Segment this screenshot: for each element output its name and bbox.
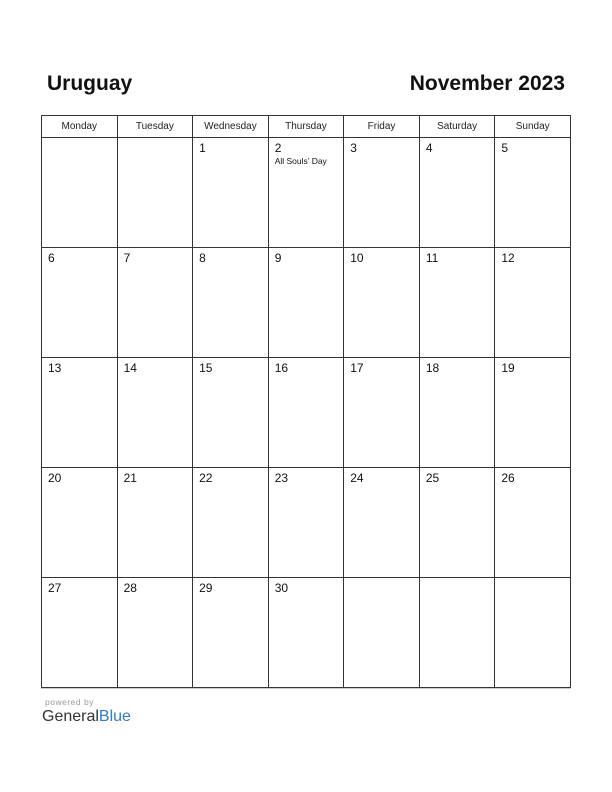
day-cell [117, 578, 193, 688]
day-number [344, 578, 419, 581]
weekday-header-sunday: Sunday [495, 116, 571, 138]
day-cell [495, 468, 571, 578]
day-number: 18 [425, 361, 440, 375]
day-cell [495, 248, 571, 358]
day-number: 14 [123, 361, 137, 375]
day-number: 24 [350, 471, 364, 485]
week-row [42, 138, 571, 248]
day-number [420, 578, 495, 581]
day-number: 13 [48, 361, 62, 375]
weekday-header-friday: Friday [344, 116, 420, 138]
day-cell [344, 578, 420, 688]
day-cell [193, 138, 269, 248]
weekday-header-wednesday: Wednesday [193, 116, 269, 138]
day-cell [193, 468, 269, 578]
day-number: 23 [274, 471, 289, 485]
day-number: 2 [274, 141, 282, 155]
day-cell [495, 578, 571, 688]
day-cell [419, 358, 495, 468]
day-cell [42, 468, 118, 578]
weekday-header-thursday: Thursday [268, 116, 344, 138]
day-cell [42, 358, 118, 468]
day-cell [344, 248, 420, 358]
day-number: 26 [501, 471, 515, 485]
day-number: 28 [123, 581, 137, 595]
day-cell [268, 138, 344, 248]
day-number: 5 [501, 141, 509, 155]
day-number: 4 [425, 141, 433, 155]
day-number: 20 [48, 471, 62, 485]
week-row [42, 358, 571, 468]
country-title: Uruguay [47, 72, 133, 95]
day-number: 29 [199, 581, 213, 595]
day-number: 15 [199, 361, 213, 375]
day-cell [268, 578, 344, 688]
holiday-label: All Souls’ Day [274, 156, 327, 166]
day-number: 27 [48, 581, 62, 595]
day-cell [344, 138, 420, 248]
day-number: 16 [274, 361, 289, 375]
day-number [118, 138, 193, 141]
day-number: 19 [501, 361, 515, 375]
day-cell [419, 468, 495, 578]
day-number [42, 138, 117, 141]
weekday-header-tuesday: Tuesday [117, 116, 193, 138]
day-cell [117, 248, 193, 358]
day-cell [117, 138, 193, 248]
day-cell [419, 248, 495, 358]
brand-blue-text: Blue [98, 708, 131, 725]
day-number: 1 [199, 141, 206, 155]
day-number: 8 [199, 251, 206, 265]
calendar-grid [41, 115, 571, 688]
month-year-title: November 2023 [409, 72, 565, 95]
day-number: 12 [501, 251, 515, 265]
day-cell [419, 138, 495, 248]
powered-by-text: powered by [45, 697, 94, 707]
brand-general-text: General [42, 708, 99, 725]
week-row [42, 468, 571, 578]
day-cell [495, 358, 571, 468]
day-cell [268, 468, 344, 578]
week-row [42, 578, 571, 688]
day-cell [344, 358, 420, 468]
day-number: 30 [274, 581, 289, 595]
day-number: 3 [350, 141, 357, 155]
footer-divider [41, 688, 571, 689]
day-cell [344, 468, 420, 578]
day-cell [419, 578, 495, 688]
day-cell [42, 138, 118, 248]
day-number: 9 [274, 251, 282, 265]
day-number: 7 [123, 251, 131, 265]
day-cell [495, 138, 571, 248]
day-cell [268, 248, 344, 358]
day-number: 11 [425, 251, 439, 265]
brand-logo[interactable] [42, 708, 131, 726]
day-cell [193, 358, 269, 468]
weekday-header-row [42, 116, 571, 138]
week-row [42, 248, 571, 358]
day-cell [193, 248, 269, 358]
day-cell [193, 578, 269, 688]
day-number: 17 [350, 361, 364, 375]
weekday-header-monday: Monday [42, 116, 118, 138]
day-cell [117, 468, 193, 578]
day-number: 25 [425, 471, 440, 485]
day-cell [117, 358, 193, 468]
day-number: 22 [199, 471, 213, 485]
day-number: 6 [48, 251, 55, 265]
weekday-header-saturday: Saturday [419, 116, 495, 138]
day-cell [42, 248, 118, 358]
day-cell [268, 358, 344, 468]
day-cell [42, 578, 118, 688]
day-number: 21 [123, 471, 137, 485]
day-number [495, 578, 570, 581]
day-number: 10 [350, 251, 364, 265]
